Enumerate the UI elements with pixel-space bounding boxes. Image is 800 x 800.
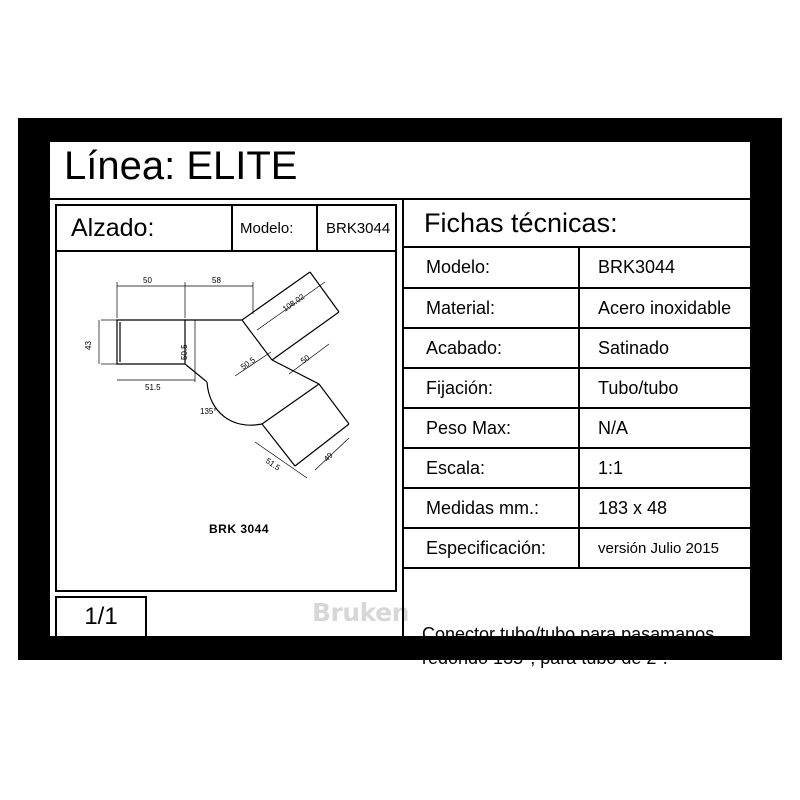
dim-inner-diagonal: 50.5 [238, 355, 257, 372]
table-row [404, 488, 750, 528]
dim-angle: 135° [200, 407, 217, 416]
dim-top-left: 50 [143, 276, 152, 285]
dim-top-right: 58 [212, 276, 221, 285]
spec-value: Tubo/tubo [579, 368, 750, 408]
view-header [55, 204, 397, 252]
spec-value: 1:1 [579, 448, 750, 488]
dim-right-upper: 50 [298, 353, 312, 366]
spec-key: Especificación: [404, 528, 579, 568]
dim-vertical-mid: 50.5 [180, 344, 189, 360]
dim-diagonal-long: 108.02 [280, 292, 307, 314]
model-value: BRK3044 [316, 206, 395, 250]
view-label: Alzado: [71, 213, 155, 242]
spec-key: Material: [404, 288, 579, 328]
dim-lower-diagonal: 51.5 [263, 456, 282, 473]
model-label: Modelo: [231, 206, 316, 250]
part-label: BRK 3044 [209, 522, 270, 536]
table-row [404, 248, 750, 288]
table-row [404, 288, 750, 328]
spec-key: Escala: [404, 448, 579, 488]
spec-key: Medidas mm.: [404, 488, 579, 528]
spec-key: Acabado: [404, 328, 579, 368]
left-column [50, 200, 409, 636]
table-row [404, 328, 750, 368]
spec-value: BRK3044 [579, 248, 750, 288]
specs-table [404, 248, 750, 569]
watermark: Bruken [312, 598, 409, 627]
spec-key: Fijación: [404, 368, 579, 408]
dim-bottom-left: 51.5 [145, 383, 161, 392]
spec-value: Acero inoxidable [579, 288, 750, 328]
spec-value: Satinado [579, 328, 750, 368]
sheet-inner [48, 140, 752, 668]
table-row [404, 528, 750, 568]
technical-drawing [55, 252, 397, 592]
spec-key: Peso Max: [404, 408, 579, 448]
title-row [50, 142, 750, 200]
right-column [402, 200, 750, 668]
specs-heading: Fichas técnicas: [404, 200, 750, 248]
spec-value: versión Julio 2015 [579, 528, 750, 568]
table-row [404, 408, 750, 448]
description-text: Conector tubo/tubo para pasamanos redondo 135°, para tubo de 2". [422, 624, 715, 668]
dim-left-height: 43 [84, 341, 93, 350]
spec-value: 183 x 48 [579, 488, 750, 528]
page-title: Línea: ELITE [64, 144, 298, 188]
spec-value: N/A [579, 408, 750, 448]
drawing-svg [57, 252, 395, 588]
dim-lower-right: 49 [322, 450, 335, 464]
table-row [404, 448, 750, 488]
spec-key: Modelo: [404, 248, 579, 288]
drawing-sheet [18, 118, 782, 668]
table-row [404, 368, 750, 408]
page-number: 1/1 [55, 596, 147, 638]
